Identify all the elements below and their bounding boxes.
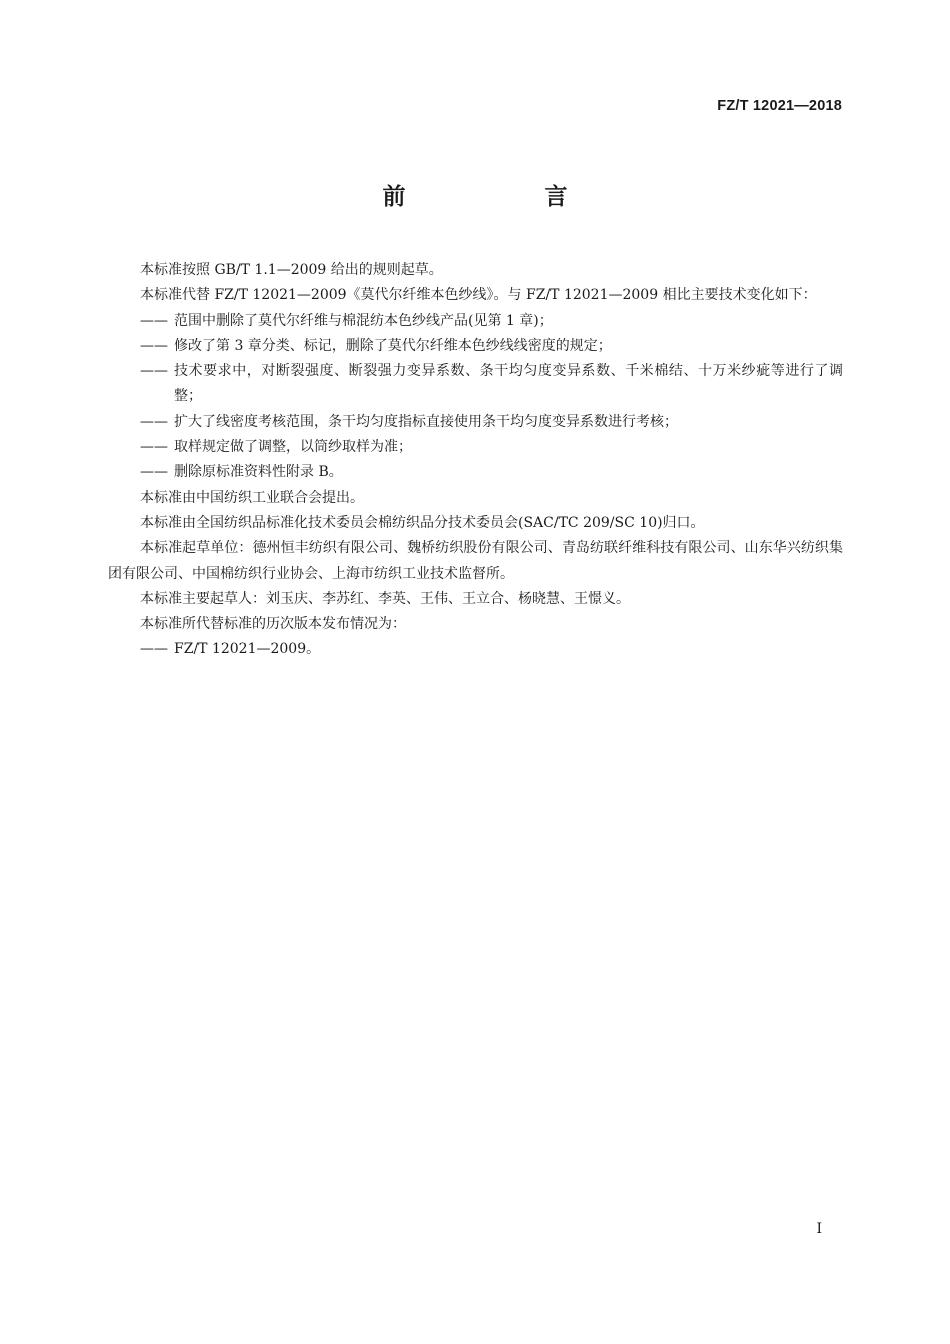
dash-marker: ——: [140, 413, 168, 430]
paragraph-administrator: 本标准由全国纺织品标准化技术委员会棉纺织品分技术委员会(SAC/TC 209/SC 10)归口。: [140, 514, 705, 531]
change-text: 修改了第 3 章分类、标记，删除了莫代尔纤维本色纱线线密度的规定；: [174, 337, 612, 354]
dash-marker: ——: [140, 337, 168, 354]
change-list-item: [108, 460, 843, 485]
dash-marker: ——: [140, 641, 168, 658]
dash-marker: ——: [140, 363, 168, 380]
standard-code: FZ/T 12021—2018: [717, 98, 842, 114]
change-list-item: [108, 309, 843, 334]
change-text: 取样规定做了调整，以筒纱取样为准；: [174, 439, 412, 456]
page-number: I: [816, 1221, 822, 1237]
foreword-body: [108, 258, 843, 663]
change-list-item: [108, 435, 843, 460]
paragraph-replacement: 本标准代替 FZ/T 12021—2009《莫代尔纤维本色纱线》。与 FZ/T 12021—2009 相比主要技术变化如下：: [140, 287, 817, 304]
paragraph-drafters: 本标准主要起草人：刘玉庆、李苏红、李英、王伟、王立合、杨晓慧、王憬义。: [140, 590, 630, 607]
dash-marker: ——: [140, 312, 168, 329]
history-list-item: [108, 637, 843, 662]
paragraph-drafting-units: 本标准起草单位：德州恒丰纺织有限公司、魏桥纺织股份有限公司、青岛纺联纤维科技有限公司、山东华兴纺织集团有限公司、中国棉纺织行业协会、上海市纺织工业技术监督所。: [108, 540, 843, 582]
change-text: 范围中删除了莫代尔纤维与棉混纺本色纱线产品(见第 1 章)；: [174, 312, 553, 329]
change-list-item: [108, 359, 843, 410]
history-text: FZ/T 12021—2009。: [174, 641, 321, 658]
change-list-item: [108, 410, 843, 435]
paragraph-history: 本标准所代替标准的历次版本发布情况为：: [140, 616, 406, 633]
change-list-item: [108, 334, 843, 359]
change-text: 扩大了线密度考核范围，条干均匀度指标直接使用条干均匀度变异系数进行考核；: [174, 413, 678, 430]
paragraph-proposer: 本标准由中国纺织工业联合会提出。: [140, 489, 364, 506]
change-text: 删除原标准资料性附录 B。: [174, 464, 343, 481]
page-title: 前 言: [382, 184, 626, 210]
change-text: 技术要求中，对断裂强度、断裂强力变异系数、条干均匀度变异系数、千米棉结、十万米纱疵等进行了调整；: [174, 363, 843, 405]
paragraph-drafting-rule: 本标准按照 GB/T 1.1—2009 给出的规则起草。: [140, 262, 443, 278]
dash-marker: ——: [140, 464, 168, 481]
dash-marker: ——: [140, 439, 168, 456]
